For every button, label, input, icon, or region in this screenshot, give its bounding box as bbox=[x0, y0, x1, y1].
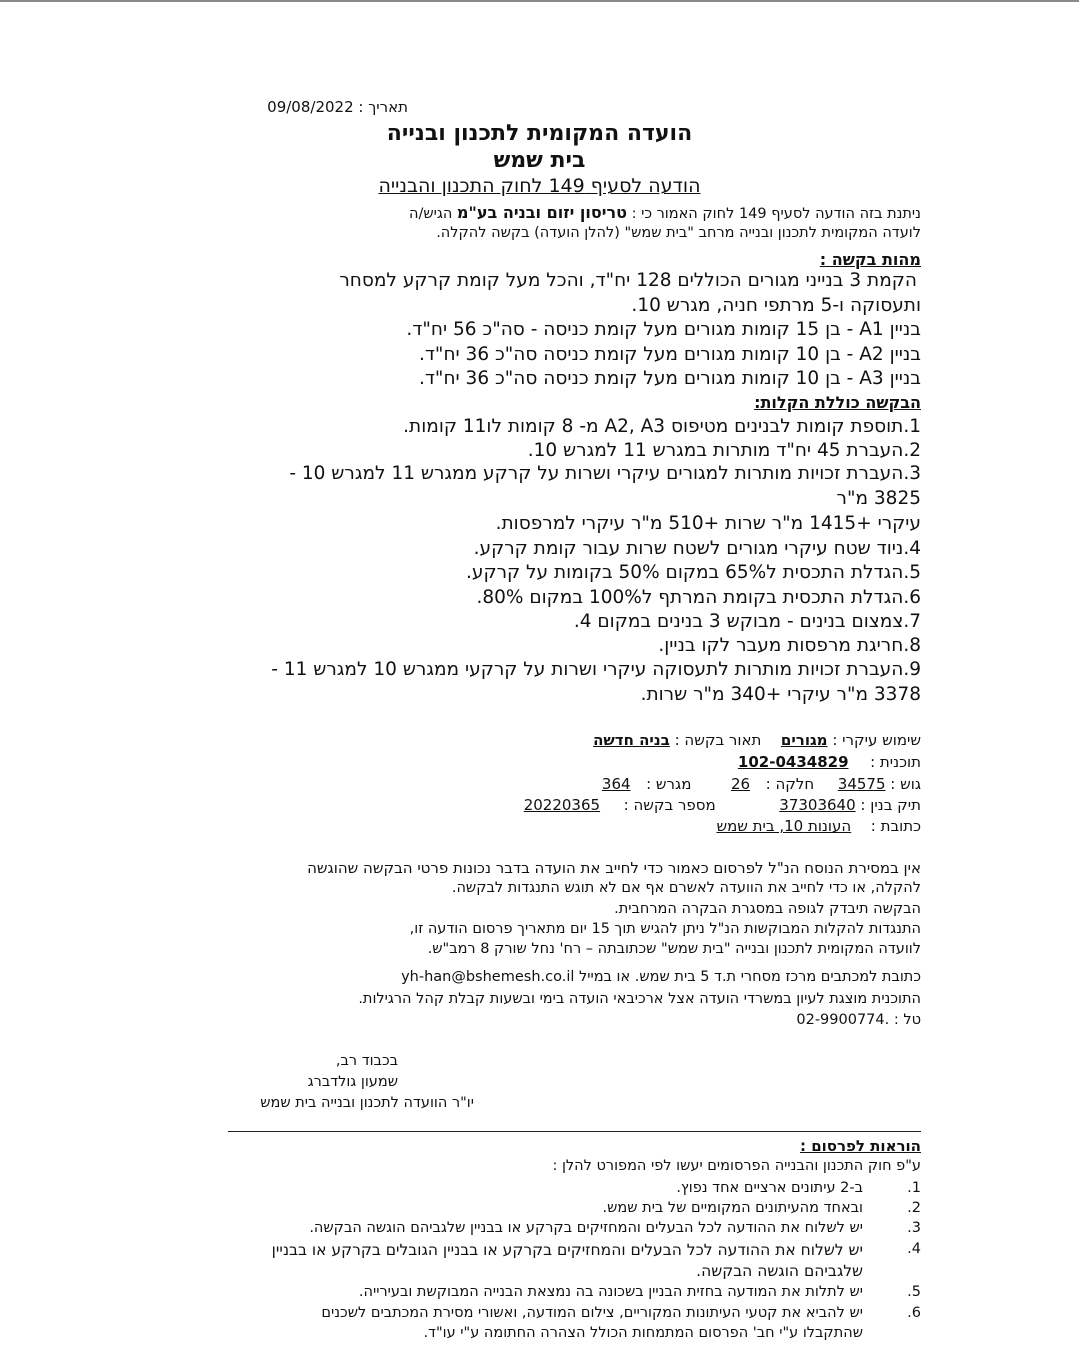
request-desc-label: תאור בקשה : bbox=[674, 731, 762, 749]
gush-label: גוש : bbox=[890, 775, 921, 793]
relief-line: 6.הגדלת התכסית בקומת המרתף ל100% במקום 80%. bbox=[476, 587, 921, 608]
instruction-item-continued: שהתקבלו ע"י חב' הפרסום המתמחות הכולל הצהרה החתומה ע"י עו"ד. bbox=[423, 1325, 863, 1341]
address-row bbox=[716, 817, 921, 835]
disclaimer-line: לוועדה המקומית לתכנון ובנייה "בית שמש" שכתובתה – רח' נחל שורק 8 רמב"ש. bbox=[427, 941, 921, 957]
nature-line: ותעסוקה ו-5 מרתפי חניה, מגרש 10. bbox=[631, 295, 921, 316]
phone-value: 02-9900774. bbox=[796, 1012, 890, 1028]
instruction-item: יש לתלות את המודעה בחזית הבניין בשכונה בה נמצאת הבנייה המבוקשת ובעירייה. bbox=[358, 1284, 863, 1300]
mail-line bbox=[401, 969, 921, 985]
signature-name: שמעון גולדברג bbox=[307, 1074, 398, 1090]
instruction-number: 1. bbox=[907, 1180, 921, 1196]
disclaimer-line: התנגדות להקלות המבוקשות הנ"ל ניתן להגיש תוך 15 יום מתאריך פרסום הודעה זו, bbox=[409, 921, 921, 937]
request-desc-value: בניה חדשה bbox=[593, 731, 670, 749]
date-value: 09/08/2022 bbox=[267, 98, 354, 116]
relief-line: 7.צמצום בנינים - מבוקש 3 בנינים במקום 4. bbox=[573, 611, 921, 632]
main-use-value: מגורים bbox=[780, 731, 828, 749]
intro-line-1 bbox=[409, 203, 921, 222]
signature-role: יו"ר הוועדה לתכנון ובנייה בית שמש bbox=[260, 1095, 474, 1111]
instructions-heading: הוראות לפרסום : bbox=[799, 1137, 921, 1155]
instruction-number: 5. bbox=[907, 1284, 921, 1300]
main-use-label: שימוש עיקרי : bbox=[832, 731, 921, 749]
relief-line: 4.ניוד שטח עיקרי מגורים לשטח שרות עבור קומת קרקע. bbox=[473, 538, 921, 559]
instruction-number: 4. bbox=[907, 1241, 921, 1257]
nature-line: בניין A2 - בן 10 קומות מגורים מעל קומת כניסה סה"כ 36 יח"ד. bbox=[418, 344, 921, 365]
relief-heading: הבקשה כוללת הקלות: bbox=[754, 393, 921, 412]
nature-heading: מהות בקשה : bbox=[819, 250, 921, 269]
request-num-label: מספר בקשה : bbox=[623, 796, 716, 814]
file-label: תיק בנין : bbox=[860, 796, 921, 814]
disclaimer-line: אין במסירת הנוסח הנ"ל לפרסום כאמור כדי לחייב את הועדה בדבר נכונות פרטי הבקשה שהוגשה bbox=[307, 859, 921, 877]
nature-line: בניין A3 - בן 10 קומות מגורים מעל קומת כניסה סה"כ 36 יח"ד. bbox=[418, 368, 921, 389]
helka-label: חלקה : bbox=[765, 775, 815, 793]
request-num-value: 20220365 bbox=[523, 796, 601, 814]
relief-line: 5.הגדלת התכסית ל65% במקום 50% בקומות על קרקע. bbox=[466, 562, 921, 583]
relief-line: 8.חריגת מרפסות מעבר לקו בניין. bbox=[658, 635, 921, 656]
plan-row bbox=[738, 753, 921, 771]
relief-line: 2.העברת 45 יח"ד מותרות במגרש 11 למגרש 10. bbox=[527, 440, 921, 461]
instruction-number: 2. bbox=[907, 1200, 921, 1216]
view-line: התוכנית מוצגת לעיון במשרדי הועדה אצל ארכיבאי הועדה בימי ובשעות קבלת קהל הרגילות. bbox=[358, 991, 921, 1007]
divider-line bbox=[228, 1131, 921, 1132]
instruction-item: ובאחד מהעיתונים המקומיים של בית שמש. bbox=[602, 1200, 863, 1216]
migrash-label: מגרש : bbox=[646, 775, 692, 793]
instructions-intro: ע"פ חוק התכנון והבנייה הפרסומים יעשו לפי המפורט להלן : bbox=[552, 1158, 921, 1174]
nature-line: הקמת 3 בנייני מגורים הכוללים 128 יח"ד, והכל מעל קומת קרקע למסחר bbox=[339, 270, 917, 291]
intro-line-2: לועדה המקומית לתכנון ובנייה מרחב "בית שמש" (להלן הועדה) בקשה להקלה. bbox=[436, 225, 921, 241]
helka-value: 26 bbox=[730, 775, 751, 793]
city-title: בית שמש bbox=[493, 148, 586, 173]
plan-label: תוכנית : bbox=[870, 753, 921, 771]
file-row bbox=[524, 796, 921, 814]
instruction-number: 3. bbox=[907, 1220, 921, 1236]
instruction-item: ב-2 עיתונים ארציים אחד נפוץ. bbox=[676, 1180, 863, 1196]
file-value: 37303640 bbox=[779, 796, 856, 814]
date-line bbox=[267, 98, 408, 116]
gush-value: 34575 bbox=[837, 775, 886, 793]
committee-title: הועדה המקומית לתכנון ובנייה bbox=[386, 121, 693, 146]
intro-prefix: ניתנת בזה הודעה לסעיף 149 לחוק האמור כי : bbox=[631, 206, 921, 222]
address-value: העונות 10, בית שמש bbox=[716, 817, 852, 835]
email-link[interactable]: yh-han@bshemesh.co.il bbox=[401, 969, 575, 985]
date-label: תאריך : bbox=[358, 98, 408, 116]
main-use-row bbox=[593, 731, 921, 749]
mail-text: כתובת למכתבים מרכז מסחרי ת.ד 5 בית שמש. או במייל bbox=[578, 969, 921, 985]
nature-line: בניין A1 - בן 15 קומות מגורים מעל קומת כניסה - סה"כ 56 יח"ד. bbox=[406, 319, 921, 340]
intro-suffix: הגיש/ה bbox=[408, 206, 453, 222]
signature-greeting: בכבוד רב, bbox=[335, 1053, 398, 1069]
relief-line: 9.העברת זכויות מותרות לתעסוקה עיקרי ושרות על קרקעי ממגרש 10 למגרש 11 - bbox=[271, 659, 921, 680]
relief-line: עיקרי +1415 מ"ר שרות +510 מ"ר עיקרי למרפסות. bbox=[495, 513, 921, 534]
instruction-number: 6. bbox=[907, 1305, 921, 1321]
phone-line bbox=[796, 1012, 921, 1028]
phone-label: טל : bbox=[893, 1012, 921, 1028]
notice-subtitle: הודעה לסעיף 149 לחוק התכנון והבנייה bbox=[378, 175, 701, 197]
relief-line: 3.העברת זכויות מותרות למגורים עיקרי ושרות על קרקע ממגרש 11 למגרש 10 - bbox=[289, 463, 921, 484]
relief-line: 3378 מ"ר עיקרי +340 מ"ר שרות. bbox=[640, 684, 921, 705]
plan-value: 102-0434829 bbox=[737, 753, 849, 771]
relief-line: 3825 מ"ר bbox=[836, 488, 921, 509]
applicant-name: טריסון יזום ובניה בע"מ bbox=[456, 203, 627, 222]
migrash-value: 364 bbox=[601, 775, 631, 793]
instruction-item: יש לשלוח את ההודעה לכל הבעלים והמחזיקים בקרקע או בבניין שלגביהם הוגשה הבקשה. bbox=[309, 1220, 863, 1236]
instruction-item: יש להביא את קטעי העיתונות המקוריים, צילום המודעה, ואשורי מסירת המכתבים לשכנים bbox=[321, 1305, 863, 1321]
instruction-item: יש לשלוח את ההודעה לכל הבעלים והמחזיקים בקרקע או בבניין הגובלים בקרקע או בבניין bbox=[271, 1241, 863, 1259]
gush-row bbox=[602, 775, 921, 793]
disclaimer-line: להקלה, או כדי לחייב את הוועדה לאשרם אף אם לא תוגש התנגדות לבקשה. bbox=[451, 880, 921, 896]
instruction-item-continued: שלגביהם הוגשה הבקשה. bbox=[696, 1262, 863, 1280]
address-label: כתובת : bbox=[870, 817, 921, 835]
relief-line: 1.תוספת קומות לבנינים מטיפוס A2, A3 מ- 8 קומות לו11 קומות. bbox=[403, 416, 921, 437]
disclaimer-line: הבקשה תיבדק לגופה במסגרת הבקרה המרחבית. bbox=[614, 901, 921, 917]
